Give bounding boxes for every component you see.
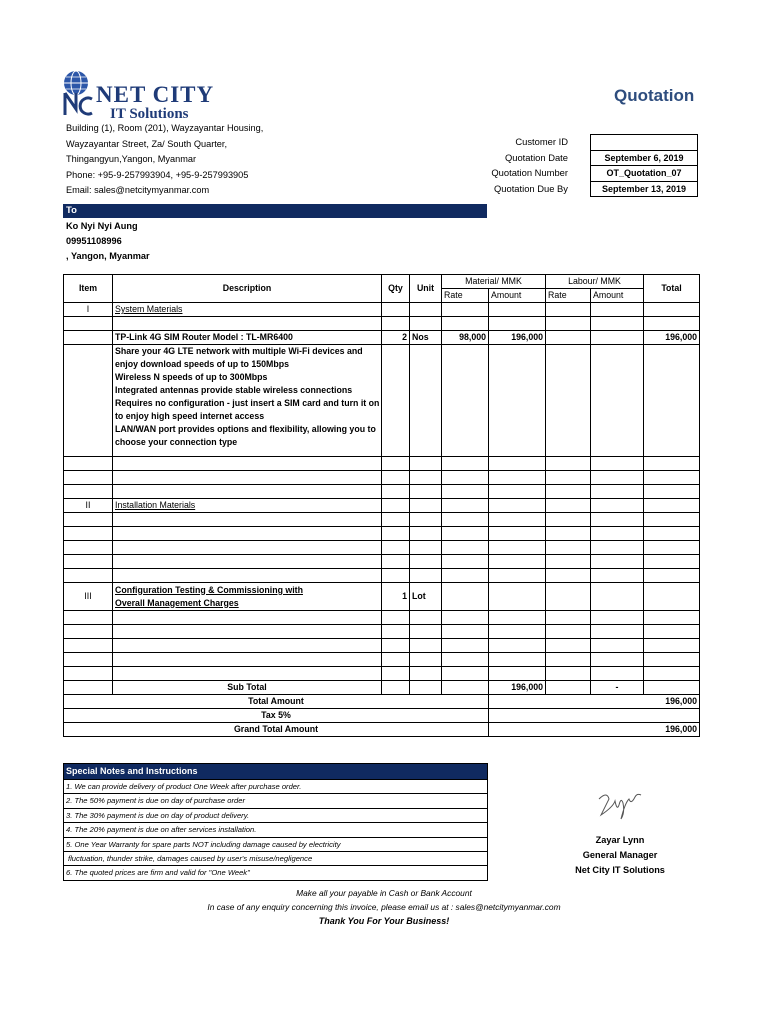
table-row: [64, 317, 700, 331]
quotation-meta-labels: [440, 134, 568, 196]
grand-total-label: Grand Total Amount: [64, 723, 489, 737]
section-title: Installation Materials: [113, 499, 382, 513]
subtotal-material-amount: 196,000: [489, 681, 546, 695]
subtotal-label: Sub Total: [113, 681, 382, 695]
table-row: [64, 457, 700, 471]
table-row: [64, 485, 700, 499]
footer-payment-note: Make all your payable in Cash or Bank Account: [296, 888, 472, 898]
subtotal-row: [64, 681, 700, 695]
special-notes: [63, 763, 488, 881]
phone-line: Phone: +95-9-257993904, +95-9-257993905: [66, 169, 249, 180]
feature-line: to enjoy high speed internet access: [115, 411, 265, 421]
quotation-number-value: OT_Quotation_07: [591, 166, 698, 182]
table-row: [64, 611, 700, 625]
feature-line: choose your connection type: [115, 437, 238, 447]
grand-total-row: [64, 723, 700, 737]
total-header: Total: [644, 275, 700, 303]
note-item: 4. The 20% payment is due on after services installation.: [64, 823, 488, 837]
product-qty: 2: [382, 331, 410, 345]
to-heading: To: [63, 204, 487, 218]
quotation-number-label: Quotation Number: [491, 167, 568, 179]
section-title-line: Overall Management Charges: [115, 597, 239, 608]
footer-enquiry-note: In case of any enquiry concerning this invoice, please email us at : sales@netcitymyanmar.com: [207, 902, 561, 912]
globe-logo-icon: [62, 69, 94, 117]
table-header-row: [64, 275, 700, 289]
table-row: [64, 303, 700, 317]
quotation-due-value: September 13, 2019: [591, 181, 698, 197]
feature-line: Requires no configuration - just insert a SIM card and turn it on: [115, 398, 380, 408]
total-amount-row: [64, 695, 700, 709]
section-title: [113, 583, 382, 611]
labour-rate-header: Rate: [546, 289, 591, 303]
note-item: 3. The 30% payment is due on day of product delivery.: [64, 808, 488, 822]
feature-line: enjoy download speeds of up to 150Mbps: [115, 359, 290, 369]
table-row: [64, 513, 700, 527]
notes-heading: Special Notes and Instructions: [64, 764, 488, 780]
qty-header: Qty: [382, 275, 410, 303]
recipient-block: [66, 219, 150, 264]
company-name: NET CITY: [96, 82, 215, 107]
table-row: [64, 625, 700, 639]
recipient-address: , Yangon, Myanmar: [66, 251, 150, 261]
section-number: II: [64, 499, 113, 513]
recipient-name: Ko Nyi Nyi Aung: [66, 221, 138, 231]
table-row: [64, 499, 700, 513]
grand-total-value: 196,000: [489, 723, 700, 737]
company-tagline: IT Solutions: [110, 106, 189, 122]
subtotal-labour-amount: -: [591, 681, 644, 695]
feature-line: Share your 4G LTE network with multiple Wi-Fi devices and: [115, 346, 363, 356]
customer-id-value: [591, 135, 698, 151]
labour-header: Labour/ MMK: [546, 275, 644, 289]
customer-id-label: Customer ID: [515, 136, 568, 147]
table-row: [64, 527, 700, 541]
note-item: fluctuation, thunder strike, damages caused by user's misuse/negligence: [64, 852, 488, 866]
note-item: 5. One Year Warranty for spare parts NOT including damage caused by electricity: [64, 837, 488, 851]
email-line: Email: sales@netcitymyanmar.com: [66, 185, 210, 196]
feature-line: Integrated antennas provide stable wireless connections: [115, 385, 353, 395]
tax-row: [64, 709, 700, 723]
table-row: [64, 583, 700, 611]
quotation-meta-values: [590, 134, 698, 197]
address-line: Thingangyun,Yangon, Myanmar: [66, 154, 197, 165]
address-line: Building (1), Room (201), Wayzayantar Housing,: [66, 123, 264, 133]
signatory-title: General Manager: [582, 850, 658, 860]
material-rate-header: Rate: [442, 289, 489, 303]
quotation-date-value: September 6, 2019: [591, 150, 698, 166]
feature-line: Wireless N speeds of up to 300Mbps: [115, 372, 268, 382]
address-line: Wayzayantar Street, Za/ South Quarter,: [66, 138, 228, 149]
note-item: 1. We can provide delivery of product One Week after purchase order.: [64, 780, 488, 794]
product-features: [113, 345, 382, 457]
description-header: Description: [113, 275, 382, 303]
table-row: [64, 345, 700, 457]
section-number: III: [64, 583, 113, 611]
note-item: 6. The quoted prices are firm and valid for "One Week": [64, 866, 488, 880]
footer-thank-you: Thank You For Your Business!: [318, 916, 450, 926]
total-amount-label: Total Amount: [64, 695, 489, 709]
table-row: [64, 471, 700, 485]
table-row: [64, 569, 700, 583]
item-header: Item: [64, 275, 113, 303]
section-number: I: [64, 303, 113, 317]
service-unit: Lot: [410, 583, 442, 611]
page-title: Quotation: [614, 86, 695, 105]
table-row: [64, 555, 700, 569]
quotation-date-label: Quotation Date: [504, 151, 568, 163]
tax-value: [489, 709, 700, 723]
material-header: Material/ MMK: [442, 275, 546, 289]
table-row: [64, 639, 700, 653]
note-item: 2. The 50% payment is due on day of purchase order: [64, 794, 488, 808]
table-row: [64, 653, 700, 667]
feature-line: LAN/WAN port provides options and flexibility, allowing you to: [115, 424, 376, 434]
section-title-line: Configuration Testing & Commissioning with: [115, 584, 303, 595]
quotation-table: [63, 274, 700, 737]
product-total: 196,000: [644, 331, 700, 345]
section-title: System Materials: [113, 303, 382, 317]
signature-image: [595, 785, 645, 825]
signatory-block: [560, 833, 680, 878]
recipient-phone: 09951108996: [66, 236, 122, 246]
table-row: [64, 331, 700, 345]
product-unit: Nos: [410, 331, 442, 345]
table-row: [64, 667, 700, 681]
tax-label: Tax 5%: [64, 709, 489, 723]
quotation-due-label: Quotation Due By: [493, 182, 568, 194]
product-rate: 98,000: [442, 331, 489, 345]
signatory-name: Zayar Lynn: [595, 835, 645, 845]
total-amount-value: 196,000: [489, 695, 700, 709]
table-row: [64, 541, 700, 555]
service-qty: 1: [382, 583, 410, 611]
product-description: TP-Link 4G SIM Router Model : TL-MR6400: [113, 331, 382, 345]
labour-amount-header: Amount: [591, 289, 644, 303]
product-amount: 196,000: [489, 331, 546, 345]
unit-header: Unit: [410, 275, 442, 303]
company-address: [66, 121, 263, 199]
material-amount-header: Amount: [489, 289, 546, 303]
signatory-company: Net City IT Solutions: [575, 865, 665, 875]
